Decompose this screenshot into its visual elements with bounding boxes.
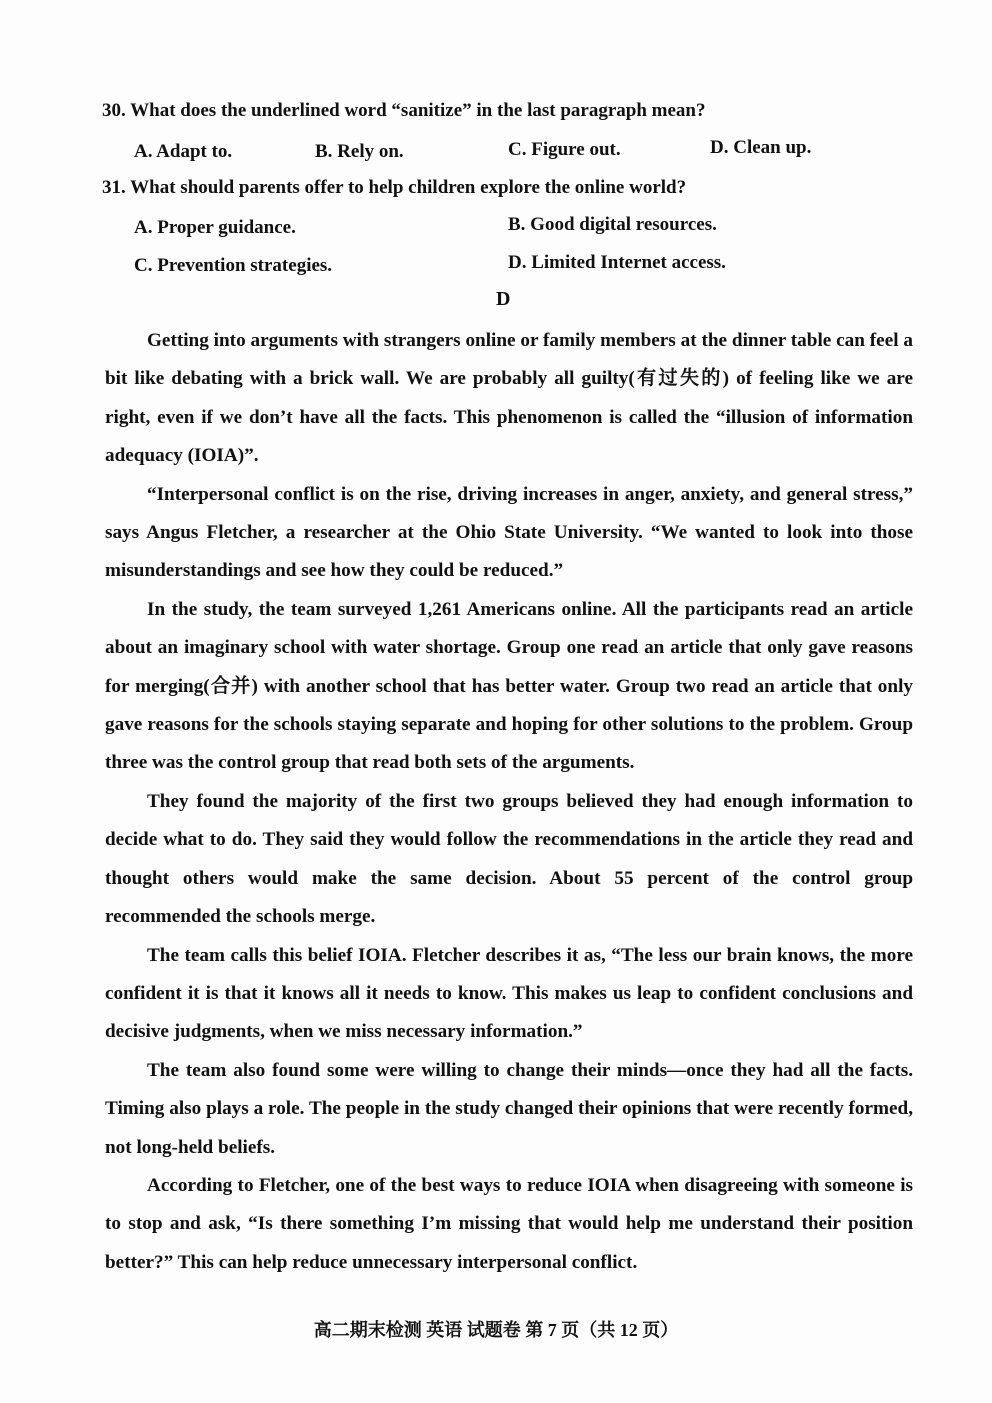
page-footer: 高二期末检测 英语 试题卷 第 7 页（共 12 页） (313, 1320, 679, 1340)
question-30-option-b: B. Rely on. (315, 141, 404, 162)
section-letter: D (496, 288, 511, 310)
passage-paragraph: The team calls this belief IOIA. Fletcher describes it as, “The less our brain knows, the more confident it is that it knows all it needs to know. This makes us leap to confident conclusions and decisive judgments, when we miss necessary information.” (105, 944, 913, 1043)
question-31-option-a: A. Proper guidance. (134, 217, 296, 238)
question-31-option-b: B. Good digital resources. (508, 214, 717, 235)
question-31-stem: 31. What should parents offer to help children explore the online world? (102, 177, 687, 198)
question-30-option-a: A. Adapt to. (134, 141, 233, 162)
passage-paragraph: In the study, the team surveyed 1,261 Americans online. All the participants read an article about an imaginary school with water shortage. Group one read an article that only gave reasons for merging(合并) with another school that has better water. Group two read an article that only gave reasons for the schools staying separate and hoping for other solutions to the problem. Group three was the control group that read both sets of the arguments. (105, 598, 913, 774)
passage-paragraph: According to Fletcher, one of the best ways to reduce IOIA when disagreeing with someone is to stop and ask, “Is there something I’m missing that would help me understand their position better?” This can help reduce unnecessary interpersonal conflict. (105, 1174, 913, 1273)
question-31-option-d: D. Limited Internet access. (508, 252, 726, 273)
question-30-option-c: C. Figure out. (508, 139, 621, 160)
passage-paragraph: The team also found some were willing to change their minds—once they had all the facts. Timing also plays a role. The people in the study changed their opinions that were recently formed, not long-held beliefs. (105, 1059, 913, 1158)
reading-passage (105, 322, 913, 1282)
question-31-option-c: C. Prevention strategies. (134, 255, 333, 276)
passage-paragraph: “Interpersonal conflict is on the rise, driving increases in anger, anxiety, and general stress,” says Angus Fletcher, a researcher at the Ohio State University. “We wanted to look into those misunderstandings and see how they could be reduced.” (105, 483, 913, 582)
passage-paragraph: They found the majority of the first two groups believed they had enough information to decide what to do. They said they would follow the recommendations in the article they read and thought others would make the same decision. About 55 percent of the control group recommended the schools merge. (105, 790, 913, 928)
question-30-stem: 30. What does the underlined word “sanitize” in the last paragraph mean? (102, 100, 706, 121)
question-30-option-d: D. Clean up. (710, 137, 812, 158)
passage-paragraph: Getting into arguments with strangers online or family members at the dinner table can feel a bit like debating with a brick wall. We are probably all guilty(有过失的) of feeling like we are right, even if we don’t have all the facts. This phenomenon is called the “illusion of information adequacy (IOIA)”. (105, 330, 913, 467)
